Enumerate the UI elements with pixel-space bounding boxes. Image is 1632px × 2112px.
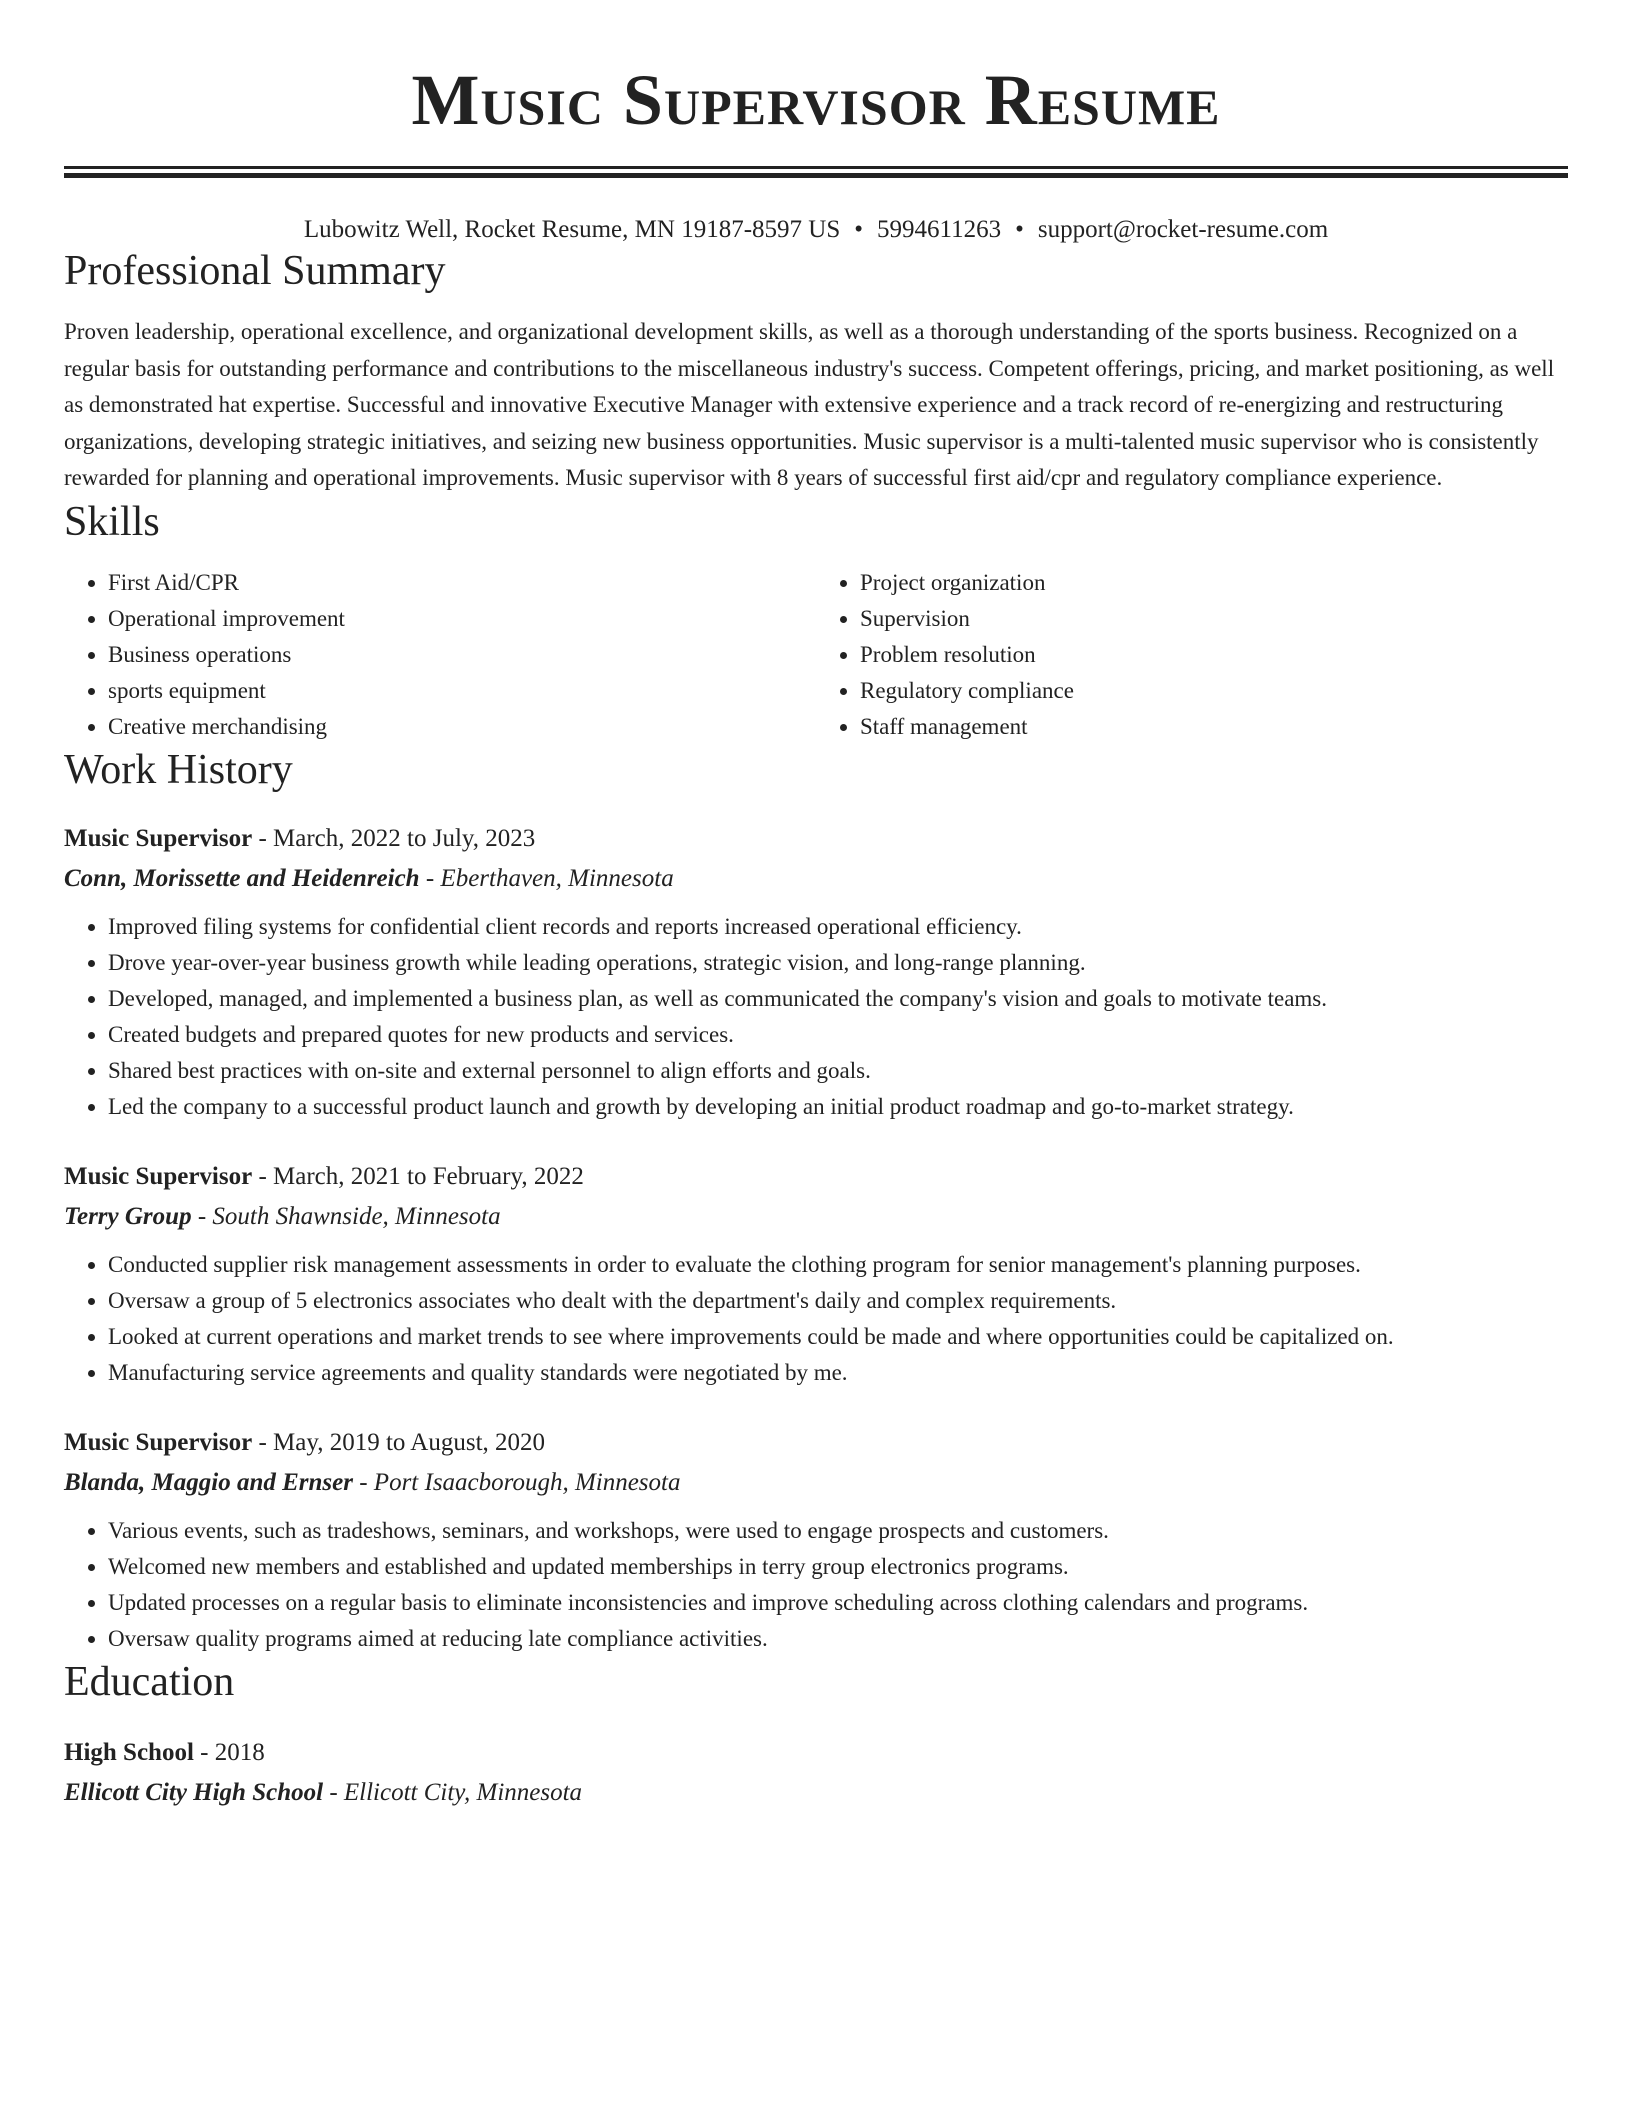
job-dates: March, 2021 to February, 2022 [273, 1162, 584, 1190]
education-dash: - [193, 1738, 215, 1766]
skills-list [64, 565, 1568, 745]
education-location: Ellicott City, Minnesota [343, 1778, 583, 1806]
skill-item: • Creative merchandising [108, 709, 816, 745]
job-bullet: • Developed, managed, and implemented a business plan, as well as communicated the company's vision and goals to motivate teams. [108, 981, 1568, 1017]
job-company: Terry Group [64, 1202, 192, 1230]
job-title-line [64, 1423, 1568, 1463]
skill-item: • Regulatory compliance [860, 673, 1568, 709]
job-bullets [64, 1247, 1568, 1391]
job-bullet: • Various events, such as tradeshows, seminars, and workshops, were used to engage prospects and customers. [108, 1513, 1568, 1549]
skill-item: • Project organization [860, 565, 1568, 601]
education-entry [64, 1733, 1568, 1813]
job-dash: - [419, 864, 441, 892]
job-entry [64, 819, 1568, 1125]
contact-line [64, 214, 1568, 246]
contact-separator: • [1015, 216, 1024, 243]
job-title-line [64, 819, 1568, 859]
job-dash: - [252, 1428, 274, 1456]
summary-text: Proven leadership, operational excellence, and organizational development skills, as well as a thorough understanding of the sports business. Recognized on a regular basis for outstanding performance and contributions to the miscellaneous industry's success. Competent offerings, pricing, and market positioning, as well as demonstrated hat expertise. Successful and innovative Executive Manager with extensive experience and a track record of re-energizing and restructuring organizations, developing strategic initiatives, and seizing new business opportunities. Music supervisor is a multi-talented music supervisor who is consistently rewarded for planning and operational improvements. Music supervisor with 8 years of successful first aid/cpr and regulatory compliance experience. [64, 319, 1555, 490]
education-dash: - [323, 1778, 344, 1806]
skill-item: • Problem resolution [860, 637, 1568, 673]
skill-item: • Business operations [108, 637, 816, 673]
contact-email: support@rocket-resume.com [1037, 216, 1329, 243]
skill-item: • Operational improvement [108, 601, 816, 637]
summary-heading: Professional Summary [64, 248, 446, 294]
job-bullet: • Improved filing systems for confidential client records and reports increased operational efficiency. [108, 909, 1568, 945]
contact-phone: 5994611263 [877, 216, 1002, 243]
job-title: Music Supervisor [64, 824, 253, 852]
job-entry [64, 1157, 1568, 1391]
job-bullet: • Looked at current operations and market trends to see where improvements could be made and where opportunities could be capitalized on. [108, 1319, 1568, 1355]
job-dash: - [252, 1162, 274, 1190]
job-location: South Shawnside, Minnesota [212, 1202, 501, 1230]
job-bullet: • Conducted supplier risk management assessments in order to evaluate the clothing program for senior management's planning purposes. [108, 1247, 1568, 1283]
contact-separator: • [854, 216, 863, 243]
job-bullet: • Oversaw a group of 5 electronics associates who dealt with the department's daily and complex requirements. [108, 1283, 1568, 1319]
job-bullet: • Shared best practices with on-site and external personnel to align efforts and goals. [108, 1053, 1568, 1089]
job-dash: - [352, 1468, 374, 1496]
education-degree: High School [64, 1738, 194, 1766]
job-company: Blanda, Maggio and Ernser [64, 1468, 353, 1496]
job-bullet: • Oversaw quality programs aimed at reducing late compliance activities. [108, 1621, 1568, 1657]
job-bullet: • Drove year-over-year business growth while leading operations, strategic vision, and long-range planning. [108, 945, 1568, 981]
job-bullet: • Led the company to a successful product launch and growth by developing an initial product roadmap and go-to-market strategy. [108, 1089, 1568, 1125]
work-history-heading: Work History [64, 746, 293, 793]
job-entry [64, 1423, 1568, 1657]
education-heading: Education [64, 1658, 235, 1705]
skill-item: • sports equipment [108, 673, 816, 709]
skills-column-left [64, 565, 816, 745]
page-title: Music Supervisor Resume [411, 60, 1221, 140]
job-bullets [64, 909, 1568, 1125]
skill-item: • First Aid/CPR [108, 565, 816, 601]
job-company: Conn, Morissette and Heidenreich [64, 864, 420, 892]
job-dates: May, 2019 to August, 2020 [273, 1428, 546, 1456]
job-company-line [64, 1197, 1568, 1237]
job-dash: - [191, 1202, 213, 1230]
job-bullet: • Welcomed new members and established and updated memberships in terry group electronics programs. [108, 1549, 1568, 1585]
title-divider [64, 166, 1568, 178]
job-location: Eberthaven, Minnesota [440, 864, 674, 892]
skills-column-right [816, 565, 1568, 745]
skill-item: • Supervision [860, 601, 1568, 637]
job-company-line [64, 859, 1568, 899]
education-school: Ellicott City High School [64, 1778, 324, 1806]
job-location: Port Isaacborough, Minnesota [373, 1468, 681, 1496]
job-dates: March, 2022 to July, 2023 [273, 824, 536, 852]
education-year: 2018 [214, 1738, 265, 1766]
education-school-line [64, 1773, 1568, 1813]
job-bullet: • Manufacturing service agreements and quality standards were negotiated by me. [108, 1355, 1568, 1391]
job-company-line [64, 1463, 1568, 1503]
job-title: Music Supervisor [64, 1428, 253, 1456]
job-title-line [64, 1157, 1568, 1197]
education-degree-line [64, 1733, 1568, 1773]
skills-heading: Skills [64, 498, 160, 545]
job-bullets [64, 1513, 1568, 1657]
job-bullet: • Updated processes on a regular basis to eliminate inconsistencies and improve scheduling across clothing calendars and programs. [108, 1585, 1568, 1621]
contact-address: Lubowitz Well, Rocket Resume, MN 19187-8597 US [303, 216, 841, 243]
job-bullet: • Created budgets and prepared quotes for new products and services. [108, 1017, 1568, 1053]
job-title: Music Supervisor [64, 1162, 253, 1190]
job-dash: - [252, 824, 274, 852]
skill-item: • Staff management [860, 709, 1568, 745]
